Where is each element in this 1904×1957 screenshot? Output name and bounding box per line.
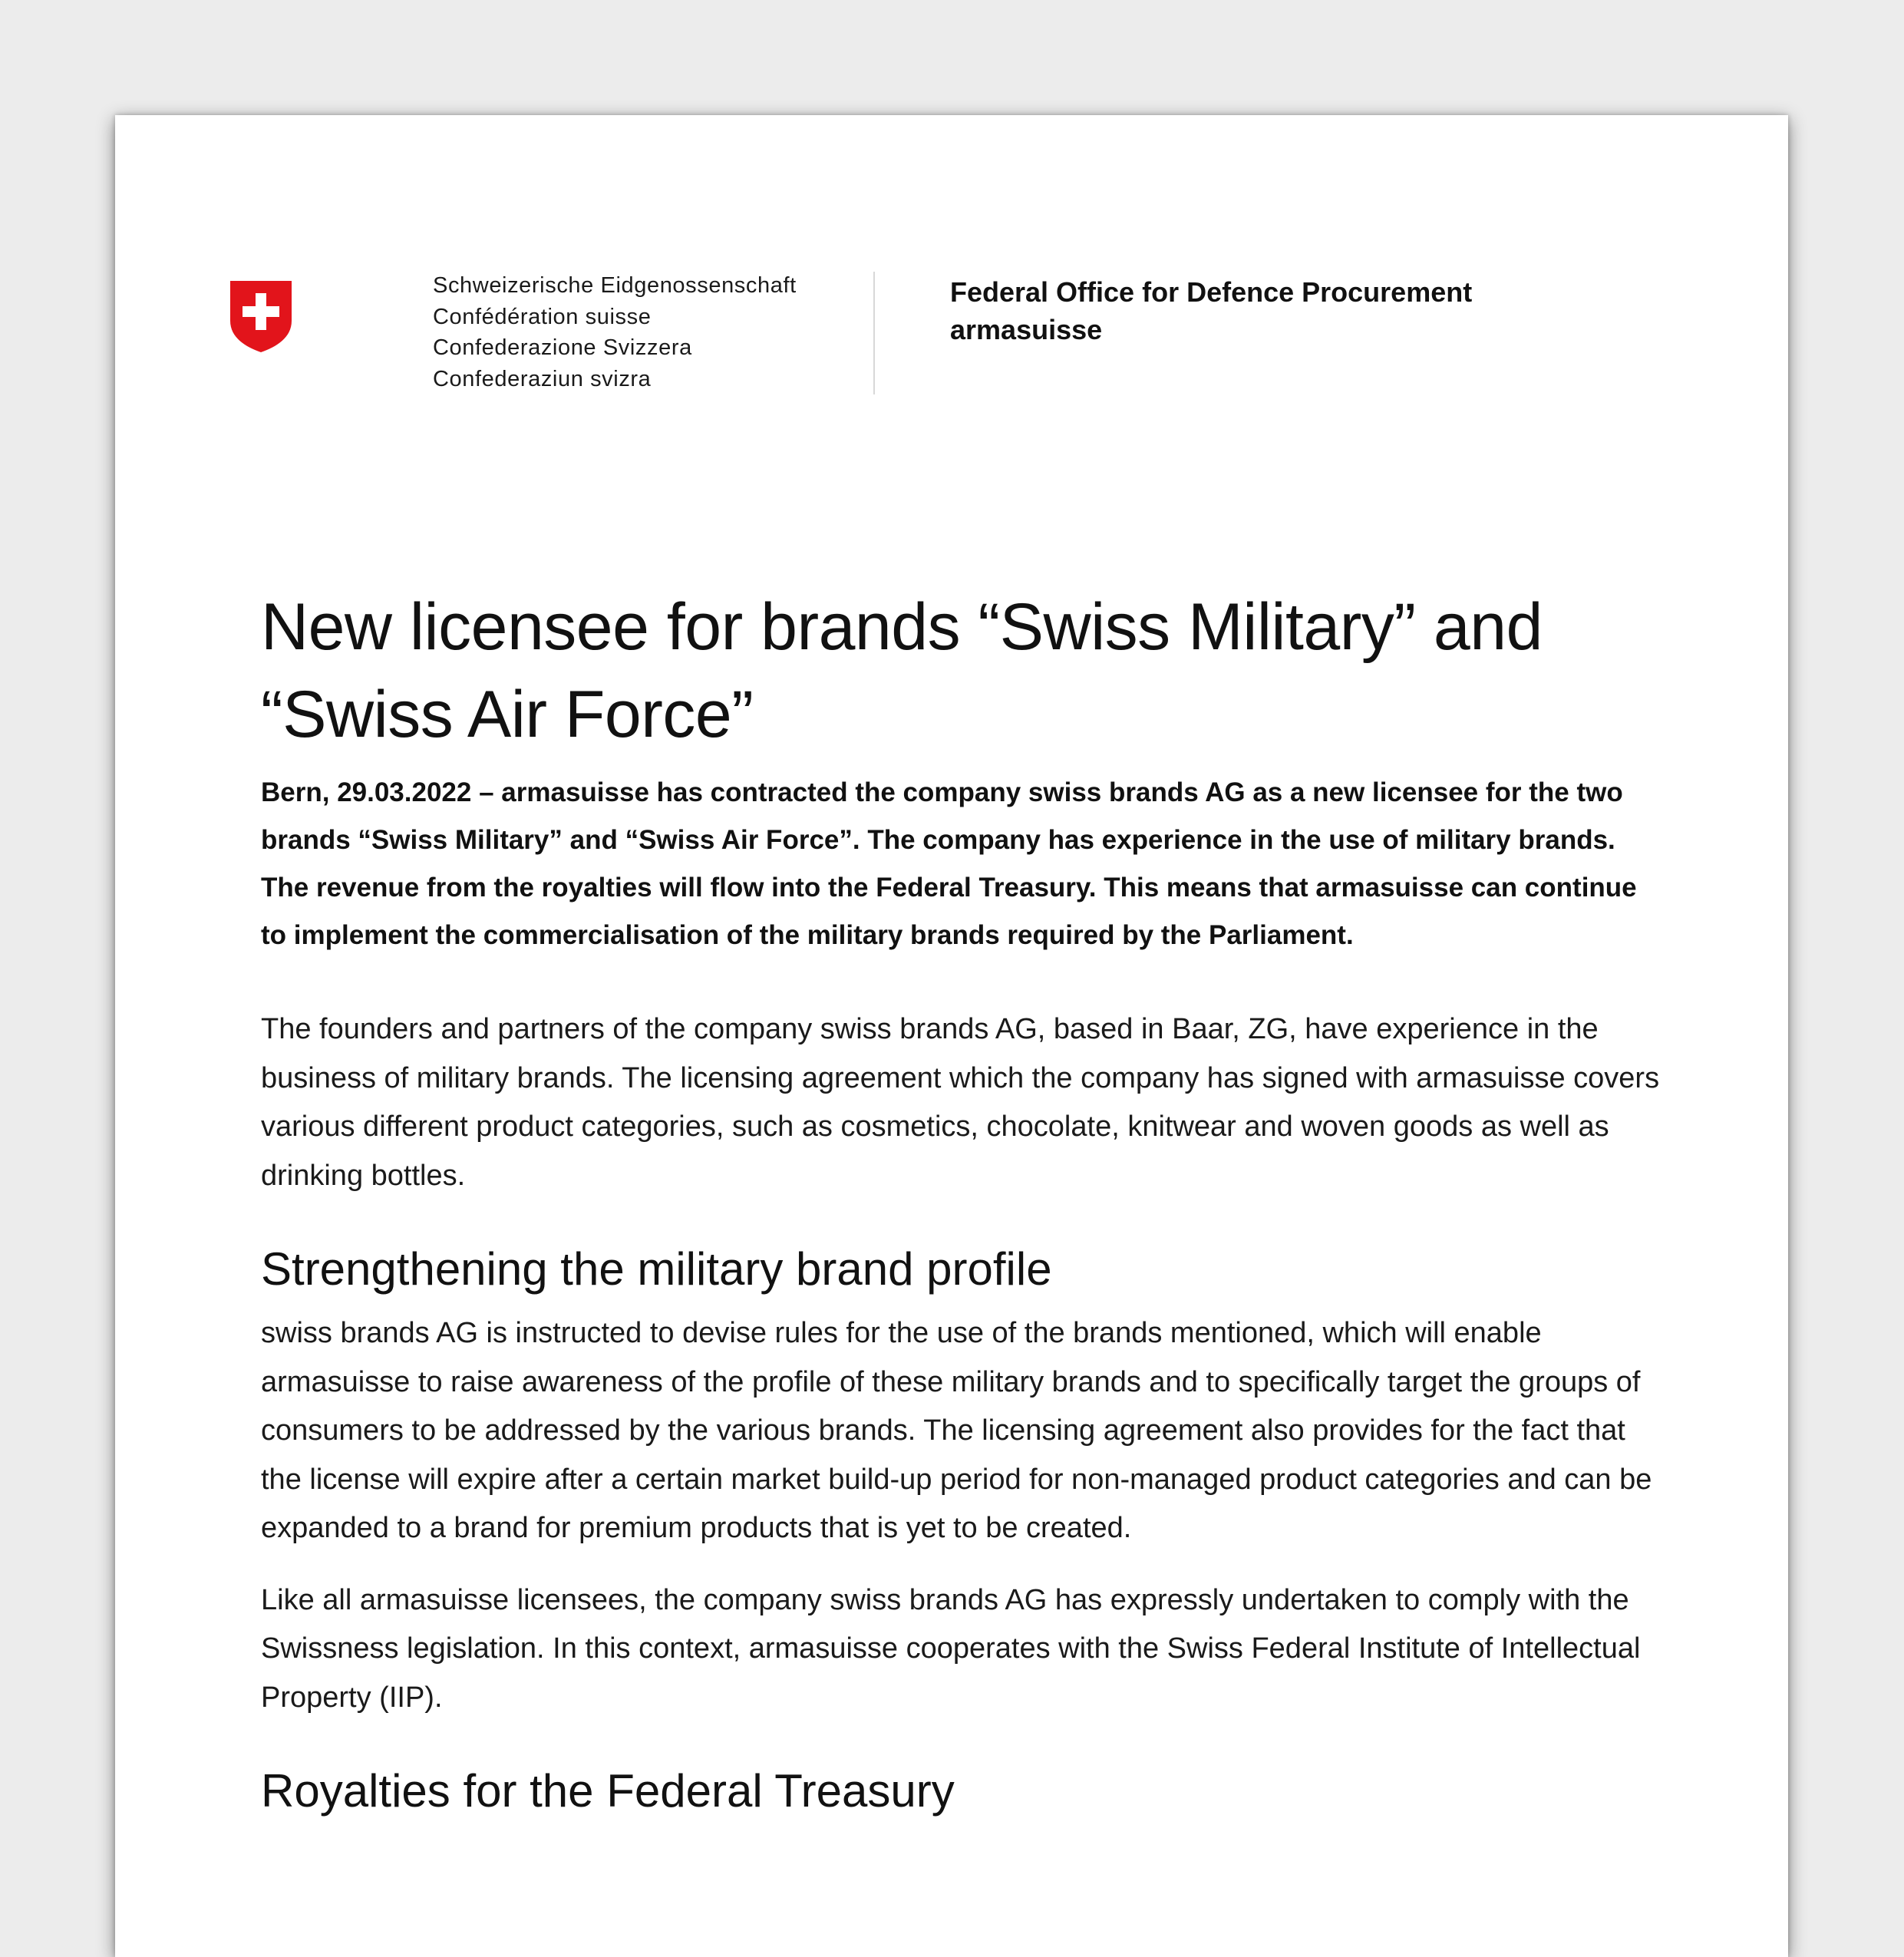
paragraph-3: Like all armasuisse licensees, the company swiss brands AG has expressly undertaken to comply with the Swissness legislation. In this context, armasuisse cooperates with the Swiss Federal Institute of Intellectual Property (IIP).: [261, 1583, 1641, 1714]
section-heading-1: Strengthening the military brand profile: [261, 1243, 1052, 1295]
document-page: [115, 115, 1788, 1957]
confederation-name-de: Schweizerische Eidgenossenschaft: [433, 273, 797, 298]
confederation-names: [433, 270, 797, 394]
swiss-crest-icon: [229, 279, 293, 353]
office-short-name: armasuisse: [950, 314, 1103, 345]
confederation-name-it: Confederazione Svizzera: [433, 335, 692, 360]
paragraph-1: The founders and partners of the company swiss brands AG, based in Baar, ZG, have experience in the business of military brands. The licensing agreement which the company has signed with armasuisse covers various different product categories, such as cosmetics, chocolate, knitwear and woven goods as well as drinking bottles.: [261, 1013, 1660, 1192]
letterhead: [229, 273, 1687, 410]
confederation-name-rm: Confederaziun svizra: [433, 366, 652, 391]
header-divider: [873, 272, 875, 394]
article-body: [261, 583, 1665, 1831]
confederation-name-fr: Confédération suisse: [433, 304, 652, 329]
article-lead: Bern, 29.03.2022 – armasuisse has contracted the company swiss brands AG as a new licensee for the two brands “Swiss Military” and “Swiss Air Force”. The company has experience in the use of military brands. The revenue from the royalties will flow into the Federal Treasury. This means that armasuisse can continue to implement the commercialisation of the military brands required by the Parliament.: [261, 777, 1637, 950]
paragraph-2: swiss brands AG is instructed to devise rules for the use of the brands mentioned, which will enable armasuisse to raise awareness of the profile of these military brands and to specifically target the groups of consumers to be addressed by the various brands. The licensing agreement also provides for the fact that the license will expire after a certain market build-up period for non-managed product categories and can be expanded to a brand for premium products that is yet to be created.: [261, 1317, 1652, 1544]
article-title: New licensee for brands “Swiss Military” and “Swiss Air Force”: [261, 590, 1543, 751]
office-block: [950, 273, 1472, 348]
crest-cross-horizontal: [243, 306, 279, 317]
office-name: Federal Office for Defence Procurement: [950, 276, 1473, 308]
section-heading-2: Royalties for the Federal Treasury: [261, 1765, 955, 1817]
